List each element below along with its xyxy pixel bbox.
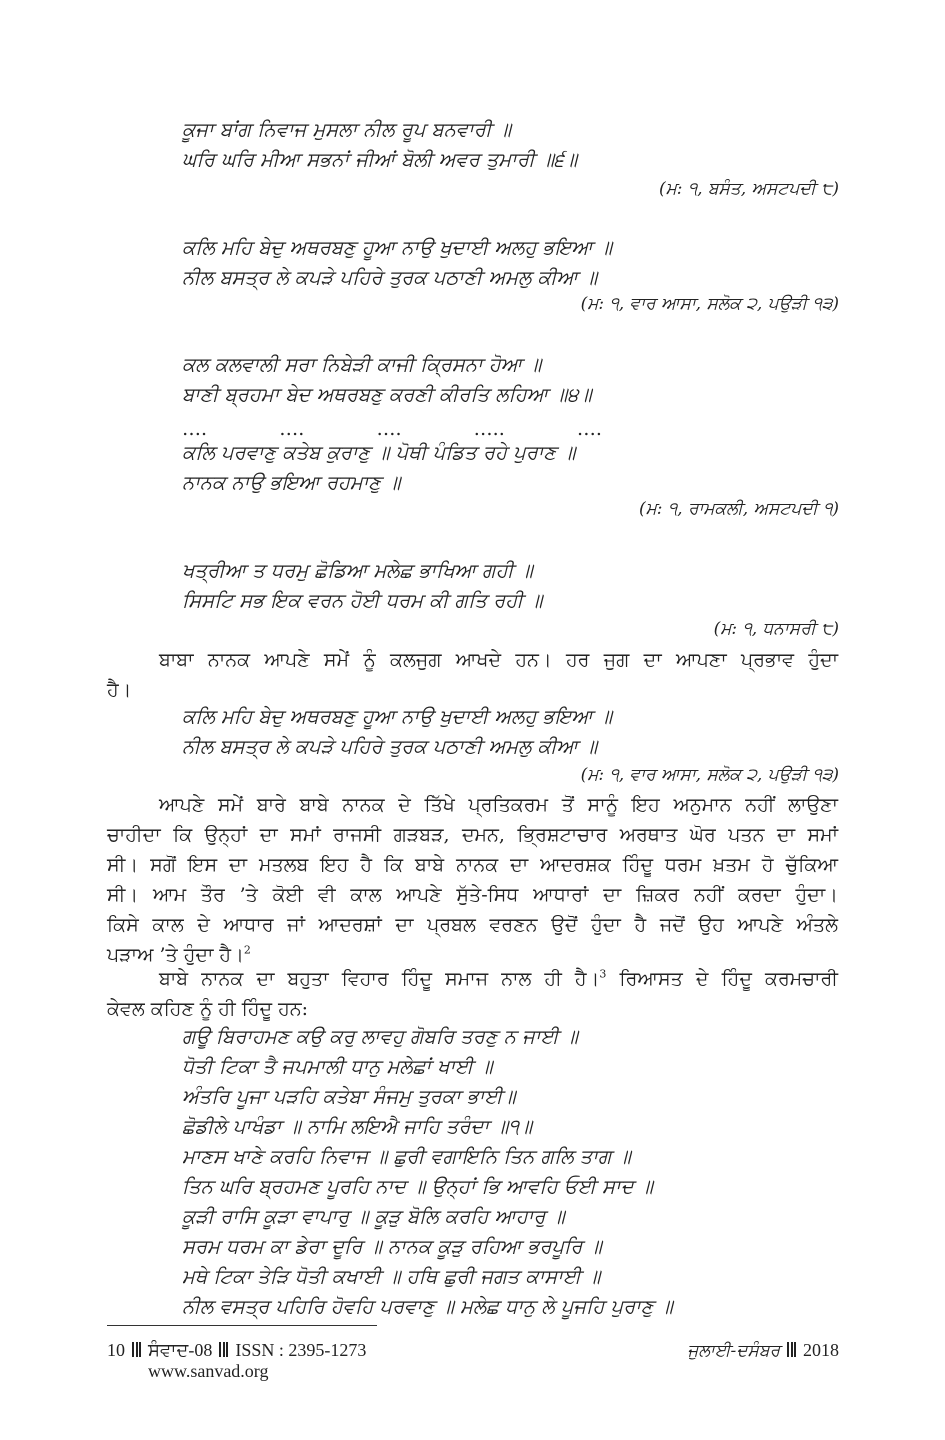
verse-line: ਮਾਣਸ ਖਾਣੇ ਕਰਹਿ ਨਿਵਾਜ ॥ ਛੁਰੀ ਵਗਾਇਨਿ ਤਿਨ ਗਲਿ ਤਾਗ ॥: [182, 1145, 631, 1168]
paragraph-1: [107, 645, 838, 705]
verse-line: ਮਥੇ ਟਿਕਾ ਤੇੜਿ ਧੋਤੀ ਕਖਾਈ ॥ ਹਥਿ ਛੁਰੀ ਜਗਤ ਕਾਸਾਈ ॥: [182, 1265, 601, 1288]
footer-left: [107, 1339, 366, 1361]
verse-line: ਕੂੜੀ ਰਾਸਿ ਕੂੜਾ ਵਾਪਾਰੁ ॥ ਕੂੜੁ ਬੋਲਿ ਕਰਹਿ ਆਹਾਰੁ ॥: [182, 1205, 565, 1228]
paragraph-line: ਸੀ। ਆਮ ਤੌਰ ’ਤੇ ਕੋਈ ਵੀ ਕਾਲ ਆਪਣੇ ਸੁੱਤੇ-ਸਿਧ ਆਧਾਰਾਂ ਦਾ ਜ਼ਿਕਰ ਨਹੀਂ ਕਰਦਾ ਹੁੰਦਾ।: [107, 884, 838, 906]
verse-source-4: (ਮ: ੧, ਧਨਾਸਰੀ ੮): [713, 619, 839, 639]
journal-name: ਸੰਵਾਦ-08: [148, 1340, 213, 1360]
footer-right: [687, 1339, 839, 1362]
paragraph-line: ਬਾਬਾ ਨਾਨਕ ਆਪਣੇ ਸਮੇਂ ਨੂੰ ਕਲਜੁਗ ਆਖਦੇ ਹਨ। ਹਰ ਜੁਗ ਦਾ ਆਪਣਾ ਪ੍ਰਭਾਵ ਹੁੰਦਾ: [159, 649, 838, 671]
paragraph-2: [107, 790, 838, 970]
verse-line: ਕੂਜਾ ਬਾਂਗ ਨਿਵਾਜ ਮੁਸਲਾ ਨੀਲ ਰੂਪ ਬਨਵਾਰੀ ॥: [182, 118, 511, 141]
verse-block-5: [182, 702, 612, 762]
verse-line: ਬਾਣੀ ਬ੍ਰਹਮਾ ਬੇਦ ਅਥਰਬਣੁ ਕਰਣੀ ਕੀਰਤਿ ਲਹਿਆ ॥੪॥: [182, 383, 592, 406]
separator-bars: [219, 1342, 228, 1357]
paragraph-line: ਸੀ। ਸਗੋਂ ਇਸ ਦਾ ਮਤਲਬ ਇਹ ਹੈ ਕਿ ਬਾਬੇ ਨਾਨਕ ਦਾ ਆਦਰਸ਼ਕ ਹਿੰਦੂ ਧਰਮ ਖ਼ਤਮ ਹੋ ਚੁੱਕਿਆ: [107, 854, 838, 876]
paragraph-line: ਕਿਸੇ ਕਾਲ ਦੇ ਆਧਾਰ ਜਾਂ ਆਦਰਸ਼ਾਂ ਦਾ ਪ੍ਰਬਲ ਵਰਣਨ ਉਦੋਂ ਹੁੰਦਾ ਹੈ ਜਦੋਂ ਉਹ ਆਪਣੇ ਅੰਤਲੇ: [107, 914, 838, 936]
verse-line: ਕਲਿ ਮਹਿ ਬੇਦੁ ਅਥਰਬਣੁ ਹੂਆ ਨਾਉ ਖੁਦਾਈ ਅਲਹੁ ਭਇਆ ॥: [182, 236, 612, 259]
ellipsis-mark: ….: [279, 418, 305, 440]
verse-line: ਨਾਨਕ ਨਾਉ ਭਇਆ ਰਹਮਾਣੁ ॥: [182, 471, 401, 494]
footnote-ref: 2: [243, 943, 251, 957]
issue-year: 2018: [803, 1340, 839, 1360]
verse-line: ਗਊ ਬਿਰਾਹਮਣ ਕਉ ਕਰੁ ਲਾਵਹੁ ਗੋਬਰਿ ਤਰਣੁ ਨ ਜਾਈ ॥: [182, 1025, 578, 1048]
ellipsis-row: [182, 419, 602, 439]
verse-line: ਨੀਲ ਬਸਤ੍ਰ ਲੇ ਕਪੜੇ ਪਹਿਰੇ ਤੁਰਕ ਪਠਾਣੀ ਅਮਲੁ ਕੀਆ ॥: [182, 735, 598, 758]
verse-source-5: (ਮ: ੧, ਵਾਰ ਆਸਾ, ਸਲੋਕ ੨, ਪਉੜੀ ੧੩): [580, 765, 839, 785]
issn: ISSN : 2395-1273: [235, 1340, 367, 1360]
paragraph-line-text: ਰਿਆਸਤ ਦੇ ਹਿੰਦੂ ਕਰਮਚਾਰੀ: [606, 968, 838, 990]
verse-line: ਧੋਤੀ ਟਿਕਾ ਤੈ ਜਪਮਾਲੀ ਧਾਨੁ ਮਲੇਛਾਂ ਖਾਈ ॥: [182, 1055, 493, 1078]
ellipsis-mark: …..: [473, 418, 505, 440]
verse-source-2: (ਮ: ੧, ਵਾਰ ਆਸਾ, ਸਲੋਕ ੨, ਪਉੜੀ ੧੩): [580, 294, 839, 314]
verse-line: ਕਲ ਕਲਵਾਲੀ ਸਰਾ ਨਿਬੇੜੀ ਕਾਜੀ ਕ੍ਰਿਸਨਾ ਹੋਆ ॥: [182, 353, 542, 376]
paragraph-line: ਚਾਹੀਦਾ ਕਿ ਉਨ੍ਹਾਂ ਦਾ ਸਮਾਂ ਰਾਜਸੀ ਗੜਬੜ, ਦਮਨ, ਭ੍ਰਿਸ਼ਟਾਚਾਰ ਅਰਥਾਤ ਘੋਰ ਪਤਨ ਦਾ ਸਮਾਂ: [107, 824, 838, 846]
verse-line: ਘਰਿ ਘਰਿ ਮੀਆ ਸਭਨਾਂ ਜੀਆਂ ਬੋਲੀ ਅਵਰ ਤੁਮਾਰੀ ॥੬॥: [182, 148, 578, 171]
verse-line: ਕਲਿ ਮਹਿ ਬੇਦੁ ਅਥਰਬਣੁ ਹੂਆ ਨਾਉ ਖੁਦਾਈ ਅਲਹੁ ਭਇਆ ॥: [182, 705, 612, 728]
verse-line: ਖਤ੍ਰੀਆ ਤ ਧਰਮੁ ਛੋਡਿਆ ਮਲੇਛ ਭਾਖਿਆ ਗਹੀ ॥: [182, 559, 533, 582]
paragraph-line: ਹੈ।: [107, 679, 132, 701]
paragraph-line: ਆਪਣੇ ਸਮੇਂ ਬਾਰੇ ਬਾਬੇ ਨਾਨਕ ਦੇ ਤਿੱਖੇ ਪ੍ਰਤਿਕਰਮ ਤੋਂ ਸਾਨੂੰ ਇਹ ਅਨੁਮਾਨ ਨਹੀਂ ਲਾਉਣਾ: [159, 794, 838, 816]
footnote-ref: 3: [599, 967, 607, 981]
verse-line: ਨੀਲ ਵਸਤ੍ਰ ਪਹਿਰਿ ਹੋਵਹਿ ਪਰਵਾਣੁ ॥ ਮਲੇਛ ਧਾਨੁ ਲੇ ਪੂਜਹਿ ਪੁਰਾਣੁ ॥: [182, 1295, 673, 1318]
verse-block-2: [182, 233, 612, 293]
verse-block-1: [182, 115, 577, 175]
page-number: 10: [107, 1340, 125, 1360]
footer-rule: [107, 1325, 377, 1326]
issue-period: ਜੁਲਾਈ-ਦਸੰਬਰ: [687, 1341, 780, 1361]
separator-bars: [787, 1342, 796, 1357]
paragraph-3: [107, 964, 838, 1024]
verse-line: ਨੀਲ ਬਸਤ੍ਰ ਲੇ ਕਪੜੇ ਪਹਿਰੇ ਤੁਰਕ ਪਠਾਣੀ ਅਮਲੁ ਕੀਆ ॥: [182, 266, 598, 289]
paragraph-line: ਕੇਵਲ ਕਹਿਣ ਨੂੰ ਹੀ ਹਿੰਦੂ ਹਨ:: [107, 998, 309, 1020]
verse-source-1: (ਮ: ੧, ਬਸੰਤ, ਅਸਟਪਦੀ ੮): [658, 179, 839, 199]
website-link[interactable]: www.sanvad.org: [148, 1361, 269, 1381]
verse-block-4: [182, 556, 542, 616]
verse-line: ਸਿਸਟਿ ਸਭ ਇਕ ਵਰਨ ਹੋਈ ਧਰਮ ਕੀ ਗਤਿ ਰਹੀ ॥: [182, 589, 543, 612]
verse-block-6: [182, 1022, 673, 1322]
verse-line: ਅੰਤਰਿ ਪੂਜਾ ਪੜਹਿ ਕਤੇਬਾ ਸੰਜਮੁ ਤੁਰਕਾ ਭਾਈ॥: [182, 1085, 516, 1108]
paragraph-line: [107, 964, 838, 994]
verse-line: ਛੋਡੀਲੇ ਪਾਖੰਡਾ ॥ ਨਾਮਿ ਲਇਐ ਜਾਹਿ ਤਰੰਦਾ ॥੧॥: [182, 1115, 533, 1138]
ellipsis-mark: ….: [376, 418, 402, 440]
verse-line: ਕਲਿ ਪਰਵਾਣੁ ਕਤੇਬ ਕੁਰਾਣੁ ॥ ਪੋਥੀ ਪੰਡਿਤ ਰਹੇ ਪੁਰਾਣ ॥: [182, 441, 576, 464]
verse-block-3b: [182, 438, 575, 498]
verse-source-3: (ਮ: ੧, ਰਾਮਕਲੀ, ਅਸਟਪਦੀ ੧): [638, 499, 839, 519]
verse-line: ਸਰਮ ਧਰਮ ਕਾ ਡੇਰਾ ਦੂਰਿ ॥ ਨਾਨਕ ਕੂੜੁ ਰਹਿਆ ਭਰਪੂਰਿ ॥: [182, 1235, 602, 1258]
verse-block-3a: [182, 350, 592, 410]
ellipsis-mark: ….: [576, 418, 602, 440]
paragraph-line-text: ਬਾਬੇ ਨਾਨਕ ਦਾ ਬਹੁਤਾ ਵਿਹਾਰ ਹਿੰਦੂ ਸਮਾਜ ਨਾਲ ਹੀ ਹੈ।: [159, 968, 600, 990]
verse-line: ਤਿਨ ਘਰਿ ਬ੍ਰਹਮਣ ਪੂਰਹਿ ਨਾਦ ॥ ਉਨ੍ਹਾਂ ਭਿ ਆਵਹਿ ਓਈ ਸਾਦ ॥: [182, 1175, 653, 1198]
paragraph-line-text: ਪੜਾਅ ’ਤੇ ਹੁੰਦਾ ਹੈ।: [107, 944, 244, 966]
separator-bars: [132, 1342, 141, 1357]
ellipsis-mark: ….: [182, 418, 208, 440]
